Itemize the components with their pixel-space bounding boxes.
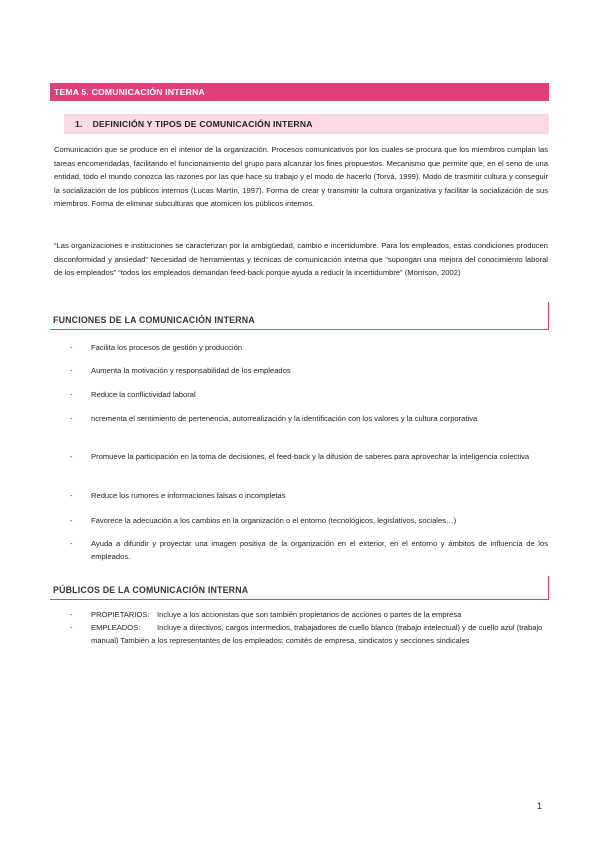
page-number: 1 [537, 801, 543, 811]
list-item-text [91, 621, 548, 647]
public-label: PROPIETARIOS: [91, 610, 150, 619]
section-number: 1. [75, 119, 83, 129]
list-item-text: Reduce la conflictividad laboral [91, 390, 196, 399]
bullet-dash: - [70, 623, 73, 632]
bullet-dash: - [70, 539, 73, 548]
section-title: DEFINICIÓN Y TIPOS DE COMUNICACIÓN INTERNA [92, 119, 313, 129]
section-heading-bar [64, 114, 549, 134]
publics-heading-rule [548, 576, 549, 599]
quote-paragraph: “Las organizaciones e instituciones se caracterizan por la ambigüedad, cambio e incertidumbre. Para los empleados, estas condiciones producen disconformidad y ansiedad” Necesidad de herramientas y técnicas de comunicación interna que “supongan una mejora del conocimiento laboral de los empleados” “todos los empleados demandan feed-back porque ayuda a reducir la incertidumbre” (Morrison, 2002) [54, 241, 548, 277]
publics-heading: PÚBLICOS DE LA COMUNICACIÓN INTERNA [50, 585, 549, 600]
public-description: Incluye a los accionistas que son también propietarios de acciones o partes de la empresa [157, 610, 462, 619]
list-item-text: Promueve la participación en la toma de decisiones, el feed-back y la difusión de saberes para aprovechar la inteligencia colectiva [91, 452, 530, 461]
list-item-text: Ayuda a difundir y proyectar una imagen positiva de la organización en el exterior, en el entorno y ámbitos de influencia de los empleados. [91, 539, 548, 561]
list-item-text: Favorece la adecuación a los cambios en la organización o el entorno (tecnológicos, legislativos, sociales…) [91, 516, 457, 525]
list-item-text: Reduce los rumores e informaciones falsas o incompletas [91, 491, 286, 500]
bullet-dash: - [70, 452, 73, 461]
bullet-dash: - [70, 610, 73, 619]
list-item-text: Aumenta la motivación y responsabilidad de los empleados [91, 366, 291, 375]
bullet-dash: - [70, 343, 73, 352]
bullet-dash: - [70, 390, 73, 399]
bullet-dash: - [70, 366, 73, 375]
functions-heading-rule [548, 302, 549, 329]
bullet-dash: - [70, 516, 73, 525]
topic-title: TEMA 5. COMUNICACIÓN INTERNA [54, 87, 205, 97]
public-description: Incluye a directivos, cargos intermedios, trabajadores de cuello blanco (trabajo intelectual) y de cuello azul (trabajo manual) También a los representantes de los empleados: comités de empresa, sindicatos y secciones sindicales [91, 623, 543, 645]
list-item-text: Facilita los procesos de gestión y producción [91, 343, 243, 352]
definition-paragraph: Comunicación que se produce en el interior de la organización. Procesos comunicativos por los cuales se procura que los miembros cumplan las tareas encomendadas, facilitando el funcionamiento del grupo para alcanzar los fines propuestos. Mecanismo que permite que, en el seno de una entidad, todo el mundo conozca las razones por las que hace su trabajo y el modo de hacerlo (Torvá, 1999). Modo de trasmitir cultura y conseguir la socialización de los públicos internos (Lucas Martín, 1997). Forma de crear y transmitir la cultura organizativa y facilitar la socialización de sus miembros. Forma de eliminar subculturas que atomicen los públicos internos. [54, 145, 548, 208]
list-item-text: ncrementa el sentimiento de pertenencia, autorrealización y la identificación con los valores y la cultura corporativa [91, 414, 478, 423]
bullet-dash: - [70, 414, 73, 423]
list-item-text [91, 608, 548, 621]
bullet-dash: - [70, 491, 73, 500]
public-label: EMPLEADOS: [91, 623, 141, 632]
topic-title-bar [50, 83, 549, 101]
functions-heading: FUNCIONES DE LA COMUNICACIÓN INTERNA [50, 315, 549, 330]
